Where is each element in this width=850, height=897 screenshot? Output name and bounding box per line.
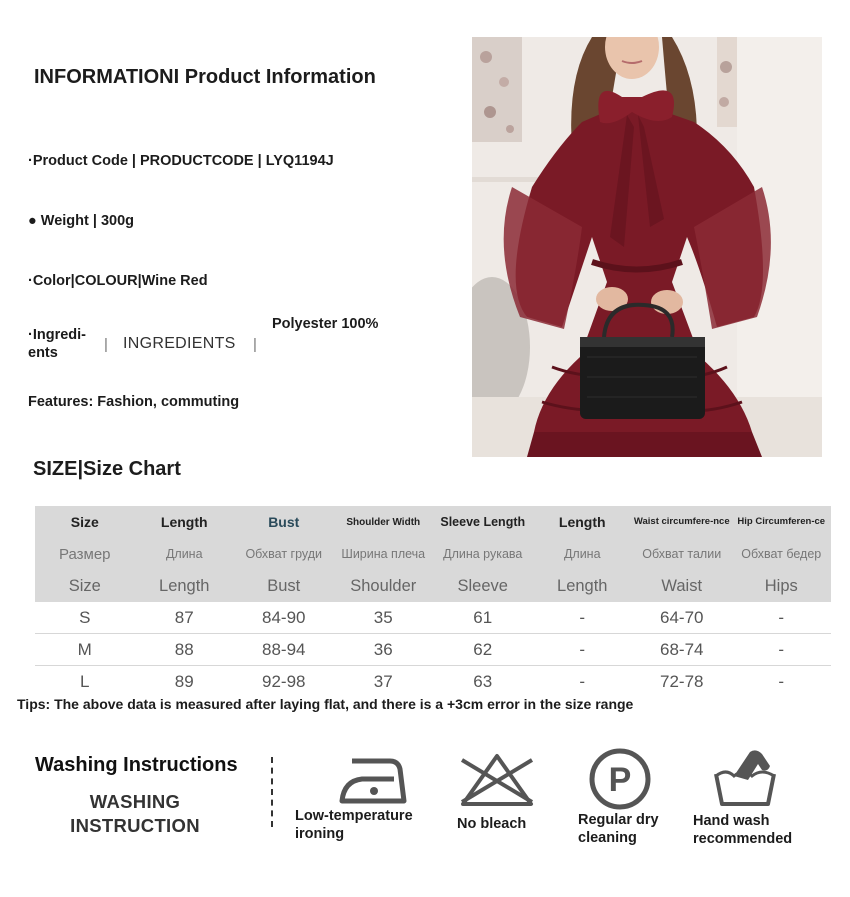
table-header-cell: Length (558, 514, 606, 530)
table-header-cell: Waist (661, 576, 703, 595)
table-cell: - (579, 672, 586, 691)
table-header-cell: Hip Circumferen-ce (737, 516, 826, 527)
table-header-cell: Hips (764, 576, 798, 595)
washing-subtitle-line: INSTRUCTION (70, 815, 200, 836)
no-bleach-label (457, 815, 526, 833)
size-chart-title: SIZE|Size Chart (33, 458, 181, 480)
table-header-cell: Shoulder (350, 576, 417, 595)
iron-icon (338, 755, 408, 807)
table-cell: 37 (373, 672, 393, 691)
table-header-row (35, 538, 831, 570)
ingredients-label: ·Ingredi-ents (28, 327, 86, 361)
table-cell: 62 (473, 639, 493, 659)
table-header-cell: Длина (563, 547, 601, 561)
table-header-cell: Sleeve Length (440, 515, 526, 529)
table-cell: - (778, 672, 785, 691)
table-cell: 72-78 (660, 672, 704, 691)
ingredients-value: Polyester 100% (272, 316, 379, 332)
table-header-cell: Ширина плеча (341, 547, 426, 561)
size-tips: Tips: The above data is measured after laying flat, and there is a +3cm error in the size range (17, 696, 634, 712)
table-header-row (35, 506, 831, 538)
iron-label (295, 807, 413, 843)
product-code: ·Product Code | PRODUCTCODE | LYQ1194J (28, 153, 334, 169)
product-info-title: INFORMATIONI Product Information (34, 66, 376, 88)
table-header-cell: Bust (267, 576, 301, 595)
table-row (35, 666, 831, 698)
dry-clean-icon (588, 747, 652, 811)
product-photo (472, 37, 822, 457)
table-header-cell: Waist circumfere-nce (633, 516, 730, 527)
table-header-cell: Length (160, 514, 208, 530)
wash-label-line: Low-temperature (295, 808, 413, 824)
table-cell: 88 (174, 639, 194, 659)
size-table (35, 506, 831, 698)
table-cell: 36 (373, 639, 393, 659)
table-cell: 87 (174, 607, 194, 627)
product-color: ·Color|COLOUR|Wine Red (28, 273, 208, 289)
washing-subtitle-line: WASHING (89, 791, 181, 812)
table-header-cell: Length (159, 576, 210, 595)
ingredients-separator: | (253, 336, 257, 353)
table-cell: 92-98 (262, 672, 306, 691)
no-bleach-icon (458, 752, 536, 808)
table-cell: 68-74 (660, 639, 704, 659)
dry-clean-symbol: P (608, 761, 632, 799)
table-header-row (35, 570, 831, 602)
ingredients-separator: | (104, 336, 108, 353)
table-cell: 35 (373, 607, 393, 627)
table-header-cell: Bust (268, 514, 300, 530)
table-cell: L (80, 672, 90, 691)
hand-wash-label (693, 812, 792, 848)
model-in-dress-illustration (472, 37, 822, 457)
wash-label-line: No bleach (457, 816, 527, 832)
table-header-cell: Size (70, 514, 99, 530)
table-cell: 84-90 (262, 607, 306, 627)
table-header-cell: Длина (165, 547, 203, 561)
table-header-cell: Size (68, 576, 101, 595)
hand-wash-icon (712, 746, 778, 808)
table-header-cell: Обхват груди (245, 547, 323, 561)
wash-label-line: recommended (693, 831, 793, 847)
washing-subtitle (60, 790, 210, 838)
wash-label-line: Regular dry (578, 812, 659, 828)
table-cell: - (778, 639, 785, 659)
ingredients-en-label: INGREDIENTS (123, 335, 236, 352)
table-header-cell: Length (557, 576, 608, 595)
table-row (35, 602, 831, 634)
wash-label-line: Hand wash (693, 813, 770, 829)
table-header-cell: Размер (58, 545, 111, 563)
table-cell: 61 (473, 607, 493, 627)
table-cell: - (579, 607, 586, 627)
table-header-cell: Обхват бедер (741, 547, 822, 561)
table-cell: 63 (473, 672, 493, 691)
table-cell: - (579, 639, 586, 659)
wash-label-line: cleaning (578, 830, 637, 846)
table-cell: M (77, 639, 92, 659)
table-header-cell: Shoulder Width (346, 516, 421, 528)
product-features: Features: Fashion, commuting (28, 394, 240, 410)
table-cell: 88-94 (262, 639, 306, 659)
washing-divider (271, 757, 273, 827)
table-cell: 64-70 (660, 607, 704, 627)
table-cell: - (778, 607, 785, 627)
table-row (35, 634, 831, 666)
wash-label-line: ironing (295, 826, 345, 842)
table-cell: 89 (174, 672, 194, 691)
table-header-cell: Sleeve (457, 576, 508, 595)
washing-title: Washing Instructions (35, 754, 238, 776)
dry-clean-label (578, 811, 659, 847)
table-cell: S (79, 607, 91, 627)
table-header-cell: Длина рукава (443, 547, 523, 561)
table-header-cell: Обхват талии (642, 547, 722, 561)
product-weight: ● Weight | 300g (28, 213, 135, 229)
